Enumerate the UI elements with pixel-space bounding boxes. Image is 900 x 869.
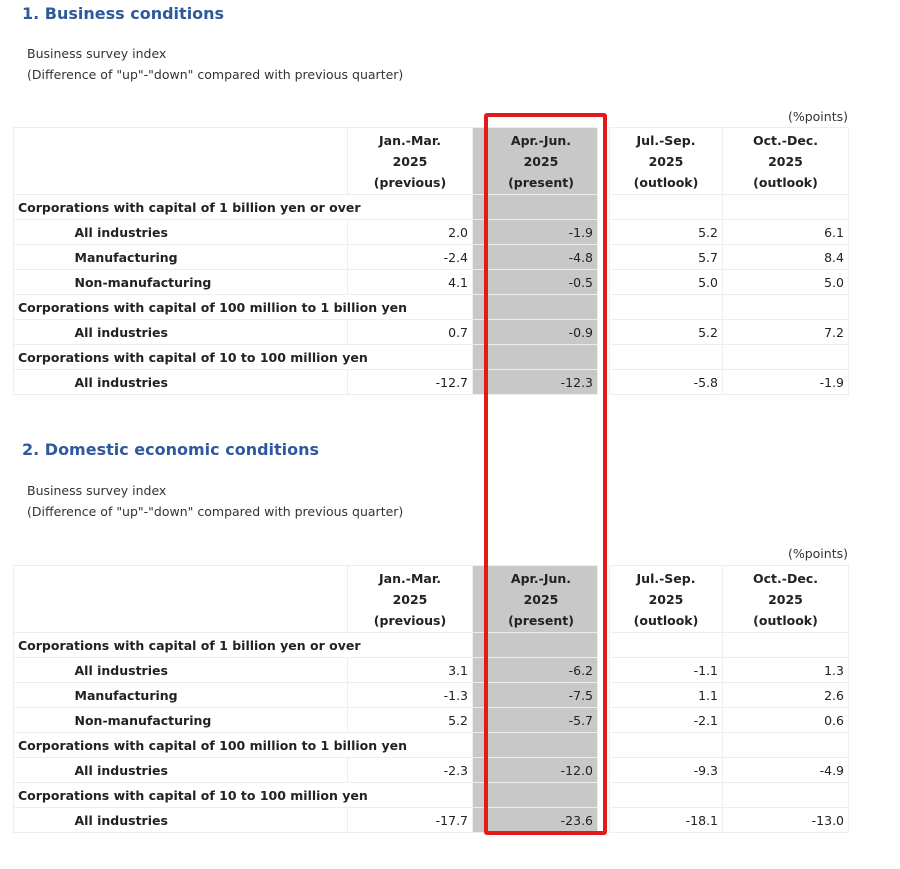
column-header-present: Apr.-Jun. 2025 (present)	[485, 566, 598, 633]
empty-cell	[723, 733, 849, 758]
value-cell-present: -12.3	[485, 370, 598, 395]
section-title: 2. Domestic economic conditions	[22, 440, 320, 459]
value-cell-present: -5.7	[485, 708, 598, 733]
column-gap	[598, 566, 610, 633]
value-cell: 2.6	[723, 683, 849, 708]
index-note	[27, 43, 403, 85]
section-title: 1. Business conditions	[22, 4, 225, 23]
group-row	[14, 195, 849, 220]
table-row	[14, 245, 849, 270]
table-row	[14, 270, 849, 295]
note-line: Business survey index	[27, 46, 167, 61]
value-cell: -2.1	[610, 708, 723, 733]
group-label: Corporations with capital of 10 to 100 million yen	[14, 345, 473, 370]
column-header: Oct.-Dec. 2025 (outlook)	[723, 566, 849, 633]
indent-cell	[14, 370, 71, 395]
present-spacer	[473, 733, 485, 758]
value-cell: 7.2	[723, 320, 849, 345]
indent-cell	[14, 320, 71, 345]
empty-cell	[610, 195, 723, 220]
value-cell: 5.0	[610, 270, 723, 295]
note-line: Business survey index	[27, 483, 167, 498]
group-label: Corporations with capital of 1 billion yen or over	[14, 633, 473, 658]
column-gap	[598, 295, 610, 320]
value-cell: 5.0	[723, 270, 849, 295]
column-header: Jan.-Mar. 2025 (previous)	[348, 566, 473, 633]
column-header: Jan.-Mar. 2025 (previous)	[348, 128, 473, 195]
value-cell: -9.3	[610, 758, 723, 783]
group-label: Corporations with capital of 10 to 100 million yen	[14, 783, 473, 808]
group-row	[14, 633, 849, 658]
indent-cell	[14, 245, 71, 270]
value-cell-present: -23.6	[485, 808, 598, 833]
present-cell	[485, 783, 598, 808]
indent-cell	[14, 220, 71, 245]
column-gap	[598, 633, 610, 658]
present-cell	[485, 733, 598, 758]
value-cell: 1.3	[723, 658, 849, 683]
empty-cell	[723, 345, 849, 370]
present-spacer	[473, 566, 485, 633]
present-spacer	[473, 320, 485, 345]
column-gap	[598, 733, 610, 758]
group-label: Corporations with capital of 100 million to 1 billion yen	[14, 295, 473, 320]
present-spacer	[473, 295, 485, 320]
table-row	[14, 658, 849, 683]
column-gap	[598, 370, 610, 395]
table-row	[14, 708, 849, 733]
indent-cell	[14, 683, 71, 708]
column-gap	[598, 783, 610, 808]
unit-label: (%points)	[787, 109, 848, 124]
table-row	[14, 370, 849, 395]
empty-cell	[723, 633, 849, 658]
row-label: All industries	[71, 370, 348, 395]
value-cell-present: -0.5	[485, 270, 598, 295]
value-cell: -18.1	[610, 808, 723, 833]
empty-cell	[610, 783, 723, 808]
column-gap	[598, 128, 610, 195]
table-row	[14, 758, 849, 783]
group-row	[14, 295, 849, 320]
indent-cell	[14, 708, 71, 733]
present-cell	[485, 195, 598, 220]
value-cell: 0.6	[723, 708, 849, 733]
survey-table	[13, 565, 849, 833]
group-label: Corporations with capital of 100 million to 1 billion yen	[14, 733, 473, 758]
value-cell: -4.9	[723, 758, 849, 783]
table-row	[14, 320, 849, 345]
present-cell	[485, 633, 598, 658]
table-row	[14, 220, 849, 245]
column-gap	[598, 270, 610, 295]
row-label: All industries	[71, 220, 348, 245]
present-spacer	[473, 758, 485, 783]
indent-cell	[14, 808, 71, 833]
value-cell: -17.7	[348, 808, 473, 833]
indent-cell	[14, 658, 71, 683]
column-gap	[598, 245, 610, 270]
present-spacer	[473, 270, 485, 295]
group-label: Corporations with capital of 1 billion yen or over	[14, 195, 473, 220]
column-gap	[598, 708, 610, 733]
column-gap	[598, 683, 610, 708]
value-cell: 0.7	[348, 320, 473, 345]
row-label: Manufacturing	[71, 683, 348, 708]
row-label: All industries	[71, 320, 348, 345]
present-spacer	[473, 633, 485, 658]
present-spacer	[473, 708, 485, 733]
column-header: Oct.-Dec. 2025 (outlook)	[723, 128, 849, 195]
row-label: Non-manufacturing	[71, 270, 348, 295]
header-blank	[14, 128, 348, 195]
column-gap	[598, 658, 610, 683]
value-cell: -2.4	[348, 245, 473, 270]
column-header-present: Apr.-Jun. 2025 (present)	[485, 128, 598, 195]
present-spacer	[473, 245, 485, 270]
present-spacer	[473, 345, 485, 370]
value-cell-present: -6.2	[485, 658, 598, 683]
present-spacer	[473, 658, 485, 683]
group-row	[14, 345, 849, 370]
empty-cell	[723, 195, 849, 220]
table-row	[14, 808, 849, 833]
value-cell: 6.1	[723, 220, 849, 245]
value-cell: 5.2	[610, 320, 723, 345]
present-cell	[485, 295, 598, 320]
column-gap	[598, 758, 610, 783]
value-cell: -2.3	[348, 758, 473, 783]
present-spacer	[473, 783, 485, 808]
empty-cell	[723, 783, 849, 808]
row-label: Manufacturing	[71, 245, 348, 270]
indent-cell	[14, 758, 71, 783]
value-cell: -5.8	[610, 370, 723, 395]
value-cell-present: -7.5	[485, 683, 598, 708]
present-spacer	[473, 220, 485, 245]
row-label: All industries	[71, 658, 348, 683]
header-blank	[14, 566, 348, 633]
present-spacer	[473, 128, 485, 195]
row-label: All industries	[71, 758, 348, 783]
present-spacer	[473, 195, 485, 220]
column-gap	[598, 195, 610, 220]
note-line: (Difference of "up"-"down" compared with previous quarter)	[27, 67, 404, 82]
value-cell: 2.0	[348, 220, 473, 245]
value-cell: 3.1	[348, 658, 473, 683]
value-cell-present: -4.8	[485, 245, 598, 270]
value-cell: -1.9	[723, 370, 849, 395]
value-cell: 1.1	[610, 683, 723, 708]
value-cell: 8.4	[723, 245, 849, 270]
group-row	[14, 783, 849, 808]
value-cell: -13.0	[723, 808, 849, 833]
column-header: Jul.-Sep. 2025 (outlook)	[610, 566, 723, 633]
indent-cell	[14, 270, 71, 295]
value-cell-present: -1.9	[485, 220, 598, 245]
value-cell-present: -12.0	[485, 758, 598, 783]
present-spacer	[473, 808, 485, 833]
column-gap	[598, 808, 610, 833]
value-cell: -1.1	[610, 658, 723, 683]
value-cell: 5.2	[348, 708, 473, 733]
value-cell: 5.2	[610, 220, 723, 245]
index-note	[27, 480, 403, 522]
row-label: All industries	[71, 808, 348, 833]
column-gap	[598, 345, 610, 370]
header-row	[14, 128, 849, 195]
present-cell	[485, 345, 598, 370]
value-cell: 5.7	[610, 245, 723, 270]
empty-cell	[610, 345, 723, 370]
row-label: Non-manufacturing	[71, 708, 348, 733]
unit-label: (%points)	[787, 546, 848, 561]
value-cell: -12.7	[348, 370, 473, 395]
header-row	[14, 566, 849, 633]
empty-cell	[610, 295, 723, 320]
column-header: Jul.-Sep. 2025 (outlook)	[610, 128, 723, 195]
column-gap	[598, 220, 610, 245]
value-cell-present: -0.9	[485, 320, 598, 345]
empty-cell	[610, 633, 723, 658]
group-row	[14, 733, 849, 758]
present-spacer	[473, 370, 485, 395]
value-cell: 4.1	[348, 270, 473, 295]
note-line: (Difference of "up"-"down" compared with previous quarter)	[27, 504, 404, 519]
empty-cell	[610, 733, 723, 758]
column-gap	[598, 320, 610, 345]
survey-table	[13, 127, 849, 395]
empty-cell	[723, 295, 849, 320]
value-cell: -1.3	[348, 683, 473, 708]
present-spacer	[473, 683, 485, 708]
table-row	[14, 683, 849, 708]
